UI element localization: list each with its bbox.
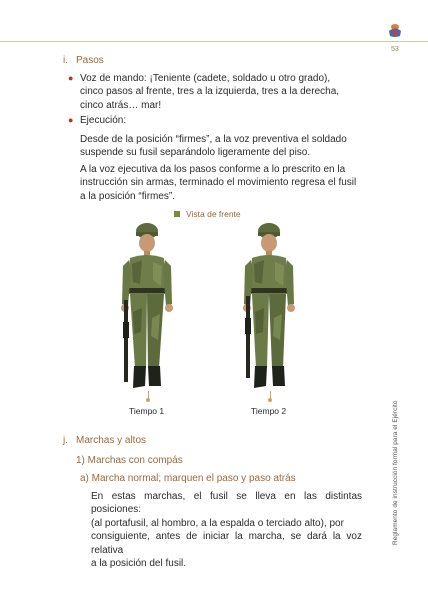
subsubsection-heading: a) Marcha normal; marquen el paso y paso atrás: [80, 473, 296, 484]
text-line: cinco pasos al frente, tres a la izquierda, tres a la derecha,: [80, 86, 340, 98]
text-line: suspende su fusil separándolo ligeramente del piso.: [80, 147, 311, 159]
text-line: En estas marchas, el fusil se lleva en las distintas posiciones:: [91, 491, 362, 516]
caption-leader-dot: [146, 398, 150, 402]
text-line: (al portafusil, al hombro, a la espalda o terciado alto), por: [91, 517, 344, 529]
running-title-vertical: Reglamento de instrucción formal para el Ejército: [392, 400, 399, 545]
square-marker-icon: [174, 211, 180, 217]
section-i-heading: [63, 55, 104, 66]
caption-tiempo-1: Tiempo 1: [129, 406, 165, 416]
text-line: a la posición “firmes”.: [80, 190, 176, 202]
soldier-figure-tiempo-1: [115, 222, 179, 392]
section-j-title: Marchas y altos: [76, 435, 147, 446]
soldier-figure-tiempo-2: [237, 222, 301, 392]
text-line: A la voz ejecutiva da los pasos conforme a lo prescrito en la: [80, 164, 346, 175]
ejecucion-label: Ejecución:: [80, 115, 127, 126]
soldier-illustration: [121, 223, 173, 388]
text-line: a la posición del fusil.: [91, 558, 187, 570]
page-number: 53: [391, 46, 399, 53]
military-emblem-icon: [387, 22, 403, 38]
section-i-number: i.: [63, 55, 68, 66]
subsection-heading: 1) Marchas con compás: [76, 455, 183, 466]
figure-view-label: [174, 209, 241, 219]
caption-tiempo-2: Tiempo 2: [251, 406, 287, 416]
voz-de-mando-text: [80, 72, 339, 112]
soldier-illustration: [243, 223, 295, 388]
paragraph-desde: [80, 133, 362, 160]
bullet-dot-icon: ●: [68, 115, 74, 125]
section-i-title: Pasos: [76, 55, 104, 66]
section-j-heading: [63, 435, 146, 446]
text-line: Voz de mando: ¡Teniente (cadete, soldado u otro grado),: [80, 73, 331, 84]
bullet-dot-icon: ●: [68, 73, 74, 83]
paragraph-marchas: [91, 490, 362, 570]
paragraph-a-la-voz: [80, 163, 362, 203]
text-line: instrucción sin armas, terminado el movimiento regresa el fusil: [80, 177, 357, 189]
header-rule: [0, 41, 428, 42]
view-label-text: Vista de frente: [186, 209, 241, 219]
text-line: cinco atrás… mar!: [80, 99, 162, 111]
section-j-number: j.: [63, 435, 68, 446]
caption-leader-dot: [268, 398, 272, 402]
text-line: Desde de la posición “firmes”, a la voz preventiva el soldado: [80, 134, 347, 145]
text-line: consiguiente, antes de iniciar la marcha, se dará la voz relativa: [91, 531, 362, 556]
